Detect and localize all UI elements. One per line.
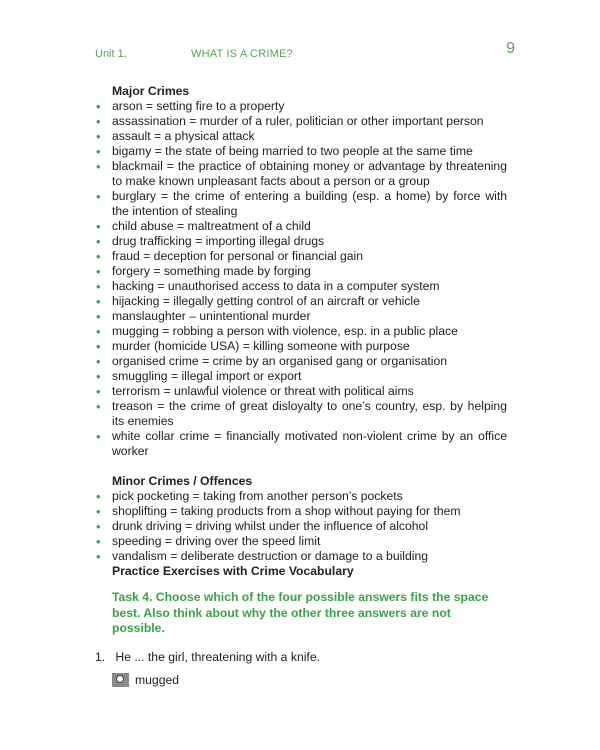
list-item (95, 219, 507, 234)
major-crimes-list (95, 99, 507, 459)
list-item (95, 534, 507, 549)
list-item-text: shoplifting = taking products from a shop without paying for them (112, 504, 461, 518)
list-item (95, 519, 507, 534)
list-item-text: assault = a physical attack (112, 129, 255, 143)
bullet-icon: • (96, 114, 101, 129)
list-item-text: fraud = deception for personal or financial gain (112, 249, 364, 263)
list-item-text: drug trafficking = importing illegal drugs (112, 234, 325, 248)
list-item (95, 489, 507, 504)
list-item (95, 369, 507, 384)
list-item-text: drunk driving = driving whilst under the influence of alcohol (112, 519, 429, 533)
bullet-icon: • (96, 234, 101, 249)
exercise-number: 1. (95, 649, 106, 664)
list-item (95, 354, 507, 369)
page-content (95, 84, 507, 687)
list-item-text: manslaughter – unintentional murder (112, 309, 311, 323)
list-item (95, 144, 507, 159)
page-number: 9 (506, 40, 515, 57)
minor-crimes-list (95, 489, 507, 564)
exercise-sentence: He ... the girl, threatening with a knife. (115, 649, 320, 664)
list-item-text: burglary = the crime of entering a building (esp. a home) by force with the intention of stealing (112, 189, 507, 218)
bullet-icon: • (96, 339, 101, 354)
list-item (95, 159, 507, 189)
list-item (95, 384, 507, 399)
list-item (95, 189, 507, 219)
list-item-text: assassination = murder of a ruler, politician or other important person (112, 114, 484, 128)
list-item-text: arson = setting fire to a property (112, 99, 285, 113)
bullet-icon: • (96, 534, 101, 549)
list-item (95, 129, 507, 144)
list-item-text: terrorism = unlawful violence or threat with political aims (112, 384, 414, 398)
list-item-text: organised crime = crime by an organised gang or organisation (112, 354, 448, 368)
list-item (95, 309, 507, 324)
list-item-text: murder (homicide USA) = killing someone with purpose (112, 339, 410, 353)
list-item-text: hijacking = illegally getting control of an aircraft or vehicle (112, 294, 420, 308)
list-item-text: forgery = something made by forging (112, 264, 311, 278)
answer-option[interactable] (95, 673, 507, 687)
list-item (95, 549, 507, 564)
bullet-icon: • (96, 279, 101, 294)
bullet-icon: • (96, 294, 101, 309)
list-item (95, 234, 507, 249)
list-item-text: speeding = driving over the speed limit (112, 534, 321, 548)
exercise-question (95, 649, 507, 665)
minor-crimes-heading: Minor Crimes / Offences (112, 474, 253, 488)
list-item-text: child abuse = maltreatment of a child (112, 219, 311, 233)
bullet-icon: • (96, 489, 101, 504)
list-item (95, 264, 507, 279)
bullet-icon: • (96, 309, 101, 324)
bullet-icon: • (96, 354, 101, 369)
bullet-icon: • (96, 324, 101, 339)
list-item-text: pick pocketing = taking from another person’s pockets (112, 489, 403, 503)
list-item (95, 294, 507, 309)
list-item (95, 249, 507, 264)
list-item (95, 429, 507, 459)
bullet-icon: • (96, 129, 101, 144)
bullet-icon: • (96, 399, 101, 414)
bullet-icon: • (96, 159, 101, 174)
bullet-icon: • (96, 99, 101, 114)
bullet-icon: • (96, 519, 101, 534)
bullet-icon: • (96, 549, 101, 564)
list-item (95, 339, 507, 354)
list-item (95, 399, 507, 429)
bullet-icon: • (96, 429, 101, 444)
list-item-text: smuggling = illegal import or export (112, 369, 302, 383)
bullet-icon: • (96, 264, 101, 279)
bullet-icon: • (96, 144, 101, 159)
bullet-icon: • (96, 384, 101, 399)
list-item (95, 114, 507, 129)
practice-heading: Practice Exercises with Crime Vocabulary (112, 564, 354, 578)
chapter-title: WHAT IS A CRIME? (191, 48, 293, 60)
list-item-text: hacking = unauthorised access to data in a computer system (112, 279, 440, 293)
list-item (95, 279, 507, 294)
task-instructions: Task 4. Choose which of the four possible answers fits the space best. Also think about why the other three answers are not possible. (112, 590, 489, 635)
radio-button-icon[interactable] (112, 673, 129, 687)
bullet-icon: • (96, 504, 101, 519)
list-item (95, 324, 507, 339)
major-crimes-heading: Major Crimes (112, 84, 190, 98)
bullet-icon: • (96, 249, 101, 264)
answer-option-label: mugged (135, 672, 180, 687)
list-item-text: treason = the crime of great disloyalty to one’s country, esp. by helping its enemies (112, 399, 507, 428)
list-item-text: bigamy = the state of being married to two people at the same time (112, 144, 473, 158)
list-item-text: vandalism = deliberate destruction or damage to a building (112, 549, 429, 563)
list-item-text: mugging = robbing a person with violence, esp. in a public place (112, 324, 458, 338)
bullet-icon: • (96, 369, 101, 384)
bullet-icon: • (96, 219, 101, 234)
page-header (95, 40, 515, 64)
list-item-text: blackmail = the practice of obtaining money or advantage by threatening to make known unpleasant facts about a person or a group (112, 159, 507, 188)
list-item-text: white collar crime = financially motivated non-violent crime by an office worker (112, 429, 507, 458)
unit-label: Unit 1. (95, 48, 127, 60)
list-item (95, 504, 507, 519)
list-item (95, 99, 507, 114)
bullet-icon: • (96, 189, 101, 204)
